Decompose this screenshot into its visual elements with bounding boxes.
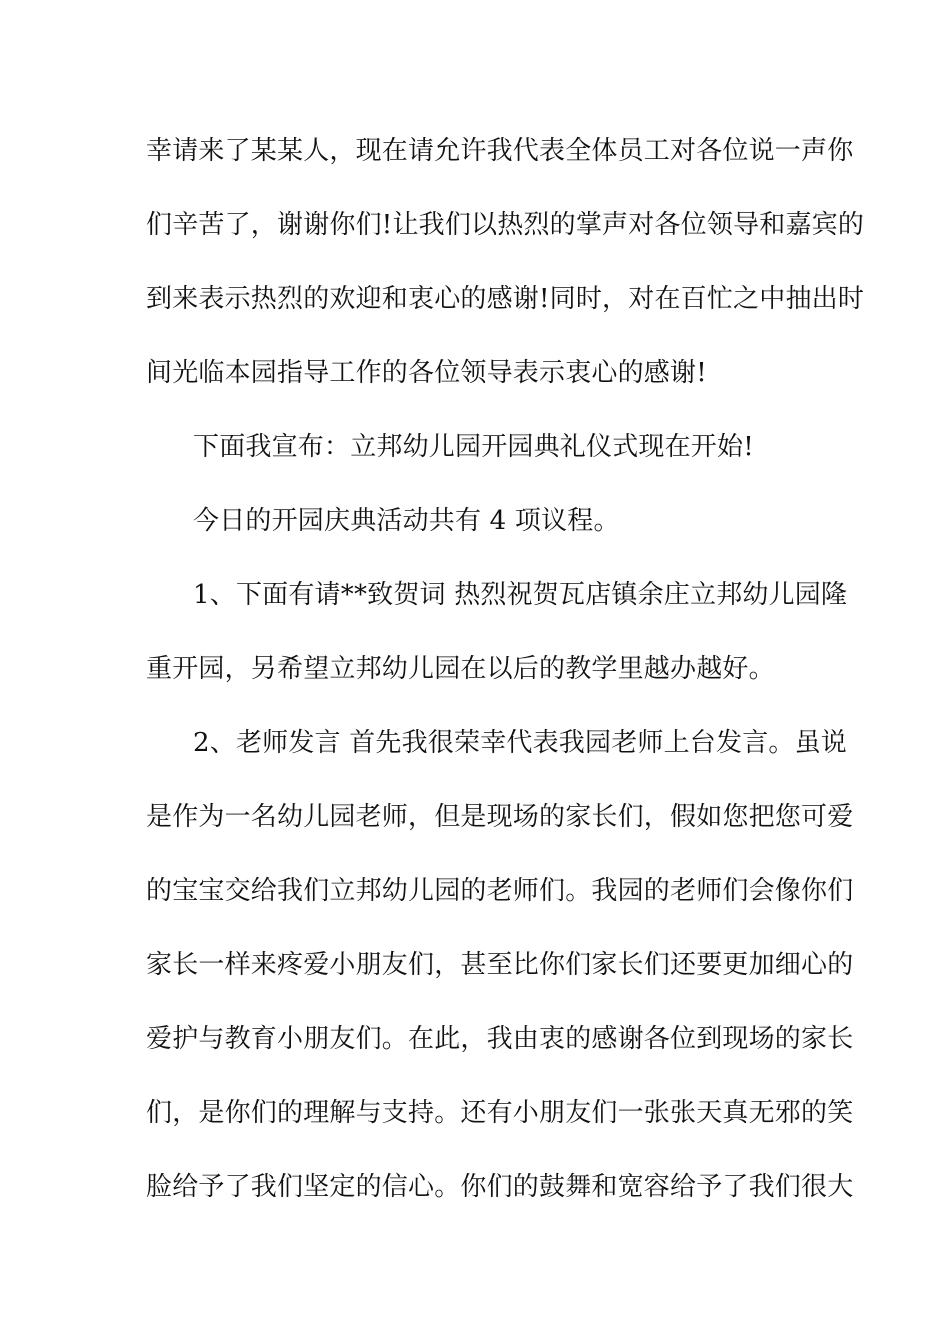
text-line: 下面我宣布：立邦幼儿园开园典礼仪式现在开始! [193, 432, 754, 462]
text-line: 间光临本园指导工作的各位领导表示衷心的感谢! [146, 358, 707, 388]
text-line: 是作为一名幼儿园老师，但是现场的家长们，假如您把您可爱 [146, 802, 854, 832]
text-line: 今日的开园庆典活动共有 4 项议程。 [193, 506, 620, 536]
text-line: 爱护与教育小朋友们。在此，我由衷的感谢各位到现场的家长 [146, 1024, 854, 1054]
text-line: 们辛苦了，谢谢你们!让我们以热烈的掌声对各位领导和嘉宾的 [146, 210, 865, 240]
text-line: 重开园，另希望立邦幼儿园在以后的教学里越办越好。 [146, 654, 775, 684]
text-line: 2、老师发言 首先我很荣幸代表我园老师上台发言。虽说 [193, 728, 848, 758]
text-line: 家长一样来疼爱小朋友们，甚至比你们家长们还要更加细心的 [146, 950, 854, 980]
text-line: 脸给予了我们坚定的信心。你们的鼓舞和宽容给予了我们很大 [146, 1172, 854, 1202]
text-line: 1、下面有请**致贺词 热烈祝贺瓦店镇余庄立邦幼儿园隆 [193, 580, 848, 610]
text-line: 到来表示热烈的欢迎和衷心的感谢!同时，对在百忙之中抽出时 [146, 284, 865, 314]
text-line: 的宝宝交给我们立邦幼儿园的老师们。我园的老师们会像你们 [146, 876, 854, 906]
text-line: 幸请来了某某人，现在请允许我代表全体员工对各位说一声你 [146, 136, 854, 166]
text-line: 们，是你们的理解与支持。还有小朋友们一张张天真无邪的笑 [146, 1098, 854, 1128]
